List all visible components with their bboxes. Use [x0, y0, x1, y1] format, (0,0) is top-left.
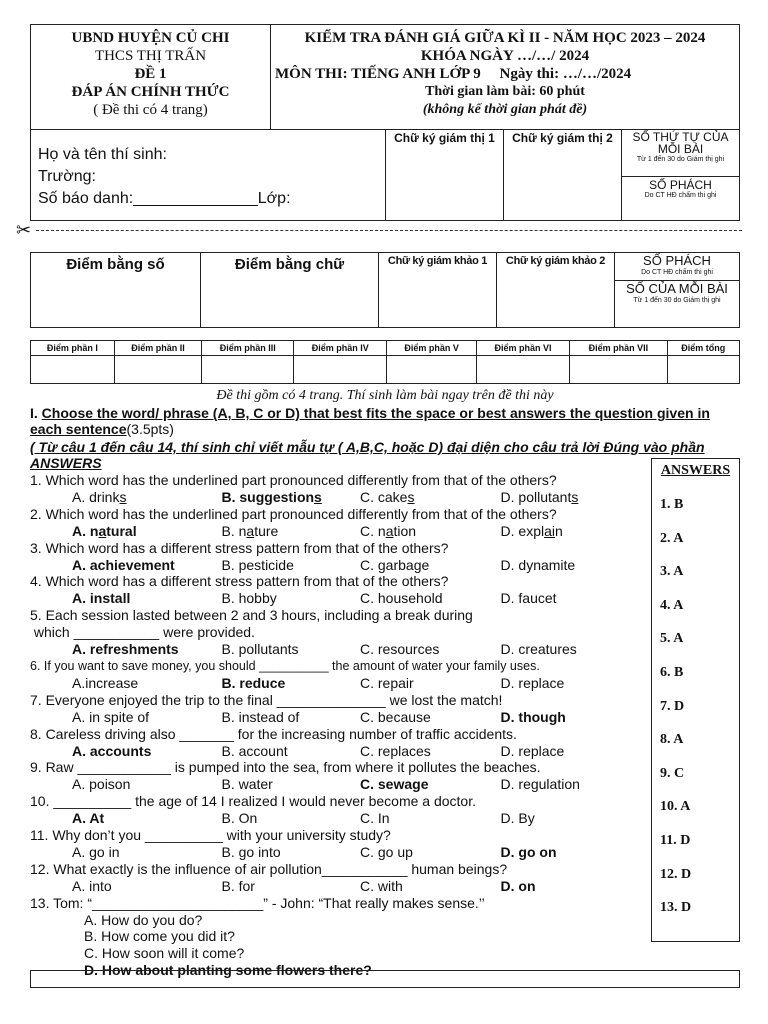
part-score-header: Điểm phần III	[202, 341, 294, 356]
answer-option[interactable]	[221, 641, 360, 658]
question-text: 8. Careless driving also _______ for the increasing number of traffic accidents.	[30, 725, 517, 742]
part-score-cell[interactable]	[294, 356, 387, 384]
answer-option[interactable]	[501, 810, 650, 827]
answer-option[interactable]	[72, 709, 221, 726]
answer-option[interactable]	[360, 590, 501, 607]
option-text: D. expl	[500, 522, 545, 539]
option-text: B. pollutants	[221, 641, 299, 658]
proctor-signature-2[interactable]: Chữ ký giám thị 2	[504, 129, 622, 220]
answer-option[interactable]	[360, 557, 501, 574]
option-text: D. faucet	[500, 590, 557, 607]
question-text: 6. If you want to save money, you should __________ the amount of water your family uses.	[30, 658, 540, 673]
question-text-continued: which ___________ were provided.	[30, 624, 255, 641]
option-text: A. accounts	[72, 742, 152, 759]
phach-title: SỐ PHÁCH	[649, 178, 712, 192]
answer-option[interactable]	[72, 523, 221, 540]
option-text: B. account	[221, 742, 288, 759]
option-text: D. dynamite	[500, 556, 576, 573]
section-sub-instruction: ( Từ câu 1 đến câu 14, thí sinh chỉ viết mẫu tự ( A,B,C, hoặc D) đại diện cho câu trả lời Đúng vào phần ANSWERS	[30, 439, 705, 471]
answer-key-item: 6. B	[660, 664, 684, 680]
option-row	[30, 557, 650, 574]
question-item	[30, 506, 650, 540]
option-text: D. pollutant	[500, 488, 572, 505]
question-text: 10. __________ the age of 14 I realized I would never become a doctor.	[30, 793, 476, 810]
total-score-header: Điểm tổng	[667, 341, 739, 356]
underlined-part: a	[385, 522, 394, 539]
option-row	[30, 844, 650, 861]
option-row	[30, 489, 650, 506]
answer-key-item: 13. D	[660, 900, 692, 916]
score-in-numbers[interactable]: Điểm bằng số	[31, 253, 201, 327]
answer-option[interactable]	[221, 743, 360, 760]
answer-option[interactable]	[360, 709, 501, 726]
option-text: B. n	[221, 522, 247, 539]
order-number-note: Từ 1 đến 30 do Giám thị ghi	[636, 156, 725, 163]
option-text: D. replace	[500, 742, 565, 759]
question-text: 13. Tom: “______________________” - John: “That really makes sense.’’	[30, 894, 485, 911]
answer-option[interactable]	[221, 709, 360, 726]
order-number-box	[622, 129, 739, 220]
answer-option[interactable]: C. How soon will it come?	[84, 945, 245, 962]
option-text: B. reduce	[221, 674, 286, 691]
candidate-name-field[interactable]: Họ và tên thí sinh:	[38, 146, 167, 163]
answer-option[interactable]: D. How about planting some flowers there?	[84, 962, 372, 979]
question-text: 7. Everyone enjoyed the trip to the final ______________ we lost the match!	[30, 691, 503, 708]
part-score-cell[interactable]	[114, 356, 202, 384]
exam-info	[271, 25, 739, 129]
answer-key-item: 8. A	[660, 732, 684, 748]
answer-option[interactable]	[221, 557, 360, 574]
question-text: 4. Which word has a different stress pattern from that of the others?	[30, 573, 449, 590]
part-score-cell[interactable]	[387, 356, 476, 384]
answer-option[interactable]: A. How do you do?	[84, 911, 203, 928]
underlined-part: ai	[544, 522, 555, 539]
answer-option[interactable]	[221, 523, 360, 540]
answer-option[interactable]	[360, 776, 501, 793]
answer-option[interactable]	[221, 489, 360, 506]
option-text-suffix: tion	[393, 522, 417, 539]
option-text: C. go up	[360, 843, 413, 860]
part-scores-header	[31, 341, 740, 356]
underlined-part: s	[571, 488, 579, 505]
official-answer-label: ĐÁP ÁN CHÍNH THỨC	[71, 84, 230, 100]
question-text: 1. Which word has the underlined part pronounced differently from that of the others?	[30, 472, 557, 488]
answer-option[interactable]	[221, 844, 360, 861]
option-text: D. though	[500, 708, 566, 725]
question-text: 11. Why don’t you __________ with your university study?	[30, 827, 391, 844]
answer-key-item: 3. A	[660, 564, 684, 580]
candidate-info	[31, 129, 386, 220]
option-text: C. with	[360, 877, 403, 894]
question-item	[30, 658, 650, 692]
option-text: C. repair	[360, 674, 414, 691]
section-number: I.	[30, 405, 42, 421]
underlined-part: a	[98, 522, 107, 539]
answer-option[interactable]	[360, 810, 501, 827]
answer-option[interactable]: B. How come you did it?	[84, 928, 235, 945]
answer-option[interactable]	[501, 523, 650, 540]
grading-phach-box	[615, 253, 739, 327]
school-name: THCS THỊ TRẤN	[94, 48, 207, 64]
option-row	[30, 523, 650, 540]
option-text-suffix: ture	[254, 522, 279, 539]
phach-note: Do CT HĐ chấm thi ghi	[644, 192, 717, 199]
answer-option[interactable]	[360, 743, 501, 760]
question-item	[30, 607, 650, 658]
answers-title: ANSWERS	[660, 463, 731, 478]
exam-subject: MÔN THI: TIẾNG ANH LỚP 9 Ngày thi: …/…/2024	[275, 66, 632, 82]
exam-note: Đề thi gồm có 4 trang. Thí sinh làm bài ngay trên đề thi này	[216, 388, 554, 403]
grading-order-title: SỐ CỦA MỖI BÀI	[626, 281, 728, 296]
answer-option[interactable]	[501, 709, 650, 726]
option-row	[30, 810, 650, 827]
answer-option[interactable]	[72, 844, 221, 861]
part-score-header: Điểm phần I	[31, 341, 115, 356]
answer-option[interactable]	[72, 743, 221, 760]
answer-option[interactable]	[72, 590, 221, 607]
option-text-suffix: n	[555, 522, 563, 539]
answer-option[interactable]	[360, 878, 501, 895]
option-text: A. go in	[72, 843, 120, 860]
option-text: C. resources	[360, 641, 440, 658]
examiner-signature-2[interactable]: Chữ ký giám khảo 2	[497, 253, 615, 327]
option-row	[30, 776, 650, 793]
answer-key-item: 7. D	[660, 698, 685, 714]
answer-key-item: 5. A	[660, 631, 684, 647]
option-text: B. suggestion	[221, 488, 315, 505]
option-text: D. creatures	[500, 641, 577, 658]
part-scores-row	[31, 356, 740, 384]
answer-option[interactable]	[72, 878, 221, 895]
examiner-signature-1[interactable]: Chữ ký giám khảo 1	[379, 253, 497, 327]
option-text-suffix: tural	[106, 522, 137, 539]
question-item	[30, 827, 650, 861]
exam-header	[30, 24, 740, 130]
option-text: D. By	[500, 810, 535, 827]
option-text: C. because	[360, 708, 431, 725]
option-row	[30, 590, 650, 607]
answer-option[interactable]	[360, 489, 501, 506]
question-item	[30, 759, 650, 793]
answer-option[interactable]	[360, 523, 501, 540]
grading-phach-title: SỐ PHÁCH	[643, 253, 711, 268]
option-text: A. achievement	[72, 556, 175, 573]
answer-key-item: 4. A	[660, 597, 684, 613]
question-item	[30, 692, 650, 726]
option-text: D. on	[500, 877, 536, 894]
answer-option[interactable]	[72, 675, 221, 692]
option-row	[30, 641, 650, 658]
option-text: C. sewage	[360, 776, 429, 793]
total-score-cell[interactable]	[667, 356, 739, 384]
option-text: C. replaces	[360, 742, 431, 759]
answer-option[interactable]	[501, 743, 650, 760]
answer-option[interactable]	[221, 810, 360, 827]
option-text: C. garbage	[360, 556, 430, 573]
option-text: B. go into	[221, 843, 281, 860]
part-scores-table	[30, 340, 740, 384]
underlined-part: s	[407, 488, 415, 505]
option-text: B. On	[221, 810, 258, 827]
school-field[interactable]: Trường:	[38, 168, 96, 185]
score-in-words[interactable]: Điểm bằng chữ	[201, 253, 379, 327]
exam-session: KHÓA NGÀY …/…/ 2024	[420, 48, 590, 64]
answer-option[interactable]	[72, 489, 221, 506]
option-text: D. replace	[500, 674, 565, 691]
answer-key-item: 2. A	[660, 530, 684, 546]
option-text: A. At	[72, 810, 105, 827]
question-text: 12. What exactly is the influence of air pollution___________ human beings?	[30, 860, 508, 877]
section-points: (3.5pts)	[126, 421, 174, 437]
answer-option[interactable]	[360, 675, 501, 692]
grading-phach-note: Do CT HĐ chấm thi ghi	[641, 269, 713, 276]
underlined-part: s	[314, 488, 322, 505]
grading-order-note: Từ 1 đến 30 do Giám thị ghi	[633, 297, 721, 304]
empty-box	[30, 970, 740, 988]
part-score-header: Điểm phần V	[387, 341, 476, 356]
option-text: A.increase	[72, 674, 139, 691]
option-row	[30, 743, 650, 760]
answer-option[interactable]	[221, 776, 360, 793]
option-row	[30, 709, 650, 726]
part-score-cell[interactable]	[570, 356, 667, 384]
option-text: A. refreshments	[72, 641, 179, 658]
option-row	[30, 878, 650, 895]
option-text: A. install	[72, 590, 131, 607]
answer-option[interactable]	[501, 675, 650, 692]
question-list	[30, 472, 650, 979]
candidate-id-field[interactable]: Số báo danh:______________Lớp:	[38, 190, 291, 207]
part-score-cell[interactable]	[476, 356, 569, 384]
answer-key-item: 10. A	[660, 799, 691, 815]
answer-option[interactable]	[72, 810, 221, 827]
option-text: C. household	[360, 590, 443, 607]
option-text: B. water	[221, 776, 273, 793]
answer-option[interactable]	[360, 641, 501, 658]
part-score-header: Điểm phần II	[114, 341, 202, 356]
underlined-part: a	[246, 522, 255, 539]
answer-key-item: 9. C	[660, 765, 685, 781]
option-text: C. In	[360, 810, 390, 827]
answer-option[interactable]	[221, 590, 360, 607]
option-text: A. into	[72, 877, 112, 894]
candidate-section	[30, 129, 740, 221]
exam-title: KIỂM TRA ĐÁNH GIÁ GIỮA KÌ II - NĂM HỌC 2023 – 2024	[304, 30, 706, 46]
option-text: C. n	[360, 522, 386, 539]
answer-option[interactable]	[221, 675, 360, 692]
answer-option[interactable]	[72, 557, 221, 574]
dashed-divider	[36, 230, 742, 231]
option-text: B. instead of	[221, 708, 300, 725]
grades-section	[30, 252, 740, 328]
question-text: 9. Raw ____________ is pumped into the sea, from where it pollutes the beaches.	[30, 759, 541, 776]
option-text: B. pesticide	[221, 556, 294, 573]
question-text: 3. Which word has a different stress pattern from that of the others?	[30, 539, 449, 556]
duration-note: (không kể thời gian phát đề)	[422, 102, 588, 117]
part-score-header: Điểm phần VI	[476, 341, 569, 356]
question-item	[30, 861, 650, 895]
answer-key-item: 1. B	[660, 497, 684, 512]
question-item	[30, 895, 650, 980]
answer-key-item: 11. D	[660, 832, 691, 848]
answer-key-item: 12. D	[660, 866, 692, 882]
question-item	[30, 573, 650, 607]
underlined-part: s	[119, 488, 127, 505]
part-score-header: Điểm phần IV	[294, 341, 387, 356]
question-item	[30, 472, 650, 506]
answer-option[interactable]	[72, 641, 221, 658]
section-title	[30, 405, 730, 437]
part-score-cell[interactable]	[202, 356, 294, 384]
answer-option[interactable]	[501, 590, 650, 607]
answer-option[interactable]	[221, 878, 360, 895]
exam-code: ĐỀ 1	[134, 66, 167, 82]
option-row	[30, 675, 650, 692]
option-text: D. regulation	[500, 776, 580, 793]
answer-option[interactable]	[360, 844, 501, 861]
answer-option[interactable]	[501, 557, 650, 574]
page-count-note: ( Đề thi có 4 trang)	[93, 102, 208, 118]
answer-option[interactable]	[501, 878, 650, 895]
option-text: B. for	[221, 877, 255, 894]
answer-option[interactable]	[501, 844, 650, 861]
question-text: 5. Each session lasted between 2 and 3 hours, including a break during	[30, 607, 473, 624]
part-score-cell[interactable]	[31, 356, 115, 384]
question-item	[30, 726, 650, 760]
answers-box	[651, 458, 740, 942]
answers-list	[652, 497, 739, 934]
option-text: A. n	[72, 522, 99, 539]
option-text: D. go on	[500, 843, 557, 860]
option-text: B. hobby	[221, 590, 277, 607]
question-item	[30, 540, 650, 574]
answer-option[interactable]	[501, 776, 650, 793]
exam-duration: Thời gian làm bài: 60 phút	[425, 84, 585, 99]
question-text: 2. Which word has the underlined part pronounced differently from that of the others?	[30, 505, 557, 522]
part-score-header: Điểm phần VII	[570, 341, 667, 356]
option-text: A. poison	[72, 776, 131, 793]
scissors-icon: ✂	[16, 220, 32, 240]
cut-line	[16, 222, 742, 238]
order-number-title: SỐ THỨ TỰ CỦA MỖI BÀI	[632, 130, 729, 156]
option-text: C. cake	[360, 488, 408, 505]
option-text: A. drink	[72, 488, 120, 505]
option-text: A. in spite of	[72, 708, 150, 725]
section-instructions: Choose the word/ phrase (A, B, C or D) that best fits the space or best answers the question given in each sentence	[30, 405, 710, 437]
answer-option[interactable]	[72, 776, 221, 793]
proctor-signature-1[interactable]: Chữ ký giám thị 1	[386, 129, 504, 220]
answer-option[interactable]	[501, 641, 650, 658]
school-info	[31, 25, 271, 129]
question-item	[30, 793, 650, 827]
district-name: UBND HUYỆN CỦ CHI	[71, 30, 230, 46]
answer-option[interactable]	[501, 489, 650, 506]
